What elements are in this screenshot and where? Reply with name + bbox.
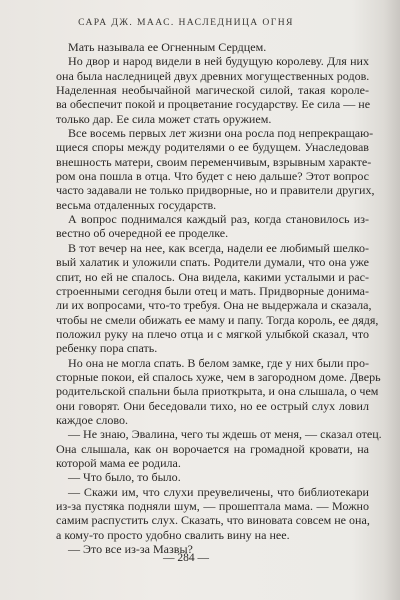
text-line: положил руку на плечо отца и с мягкой улыбкой сказал, что	[56, 326, 369, 341]
text-line: которой мама ее родила.	[56, 455, 181, 470]
text-line: чтобы не смели обижать ее маму и папу. Тогда король, ее дядя,	[56, 312, 379, 327]
text-line: Мать называла ее Огненным Сердцем.	[68, 40, 267, 54]
text-line: щиеся споры между родителями о ее будущем. Унаследовав	[56, 140, 369, 155]
text-line: каждое слово.	[56, 412, 129, 427]
text-line: А вопрос поднимался каждый раз, когда становилось из-	[68, 212, 369, 227]
text-line: Но она не могла спать. В белом замке, где у них были про-	[68, 355, 369, 370]
text-line: весьма отдаленных государств.	[56, 197, 217, 212]
text-line: Но двор и народ видели в ней будущую королеву. Для них	[68, 54, 369, 69]
text-line: ва обеспечит покой и процветание государству. Ее сила — не	[56, 97, 371, 112]
body-text	[56, 40, 382, 557]
text-line: она была наследницей двух древних могущественных родов.	[56, 68, 370, 83]
text-line: внешность матери, своим переменчивым, взрывным характе-	[56, 154, 372, 169]
text-line: из-за пустяка подняли шум, — прошептала мама. — Можно	[56, 499, 369, 513]
text-line: Наделенная необычайной магической силой, такая короле-	[56, 83, 369, 98]
text-line: ли их вопросами, что-то требуя. Она не выдержала и сказала,	[56, 298, 372, 313]
text-line: — Это все из-за Мазвы?	[68, 542, 193, 557]
running-header: САРА ДЖ. МААС. НАСЛЕДНИЦА ОГНЯ	[78, 17, 294, 28]
text-line: часто задавали не только придворные, но и правители других,	[56, 183, 375, 198]
text-line: — Скажи им, что слухи преувеличены, что библиотекари	[68, 484, 369, 499]
text-line: — Не знаю, Эвалина, чего ты ждешь от меня, — сказал отец.	[68, 427, 382, 442]
text-line: ребенку пора спать.	[56, 341, 158, 356]
text-line: Все восемь первых лет жизни она росла под непрекращаю-	[68, 126, 374, 141]
text-line: строенными сегодня были отец и мать. Придворные донима-	[56, 283, 369, 298]
text-line: они говорят. Они беседовали тихо, но ее острый слух ловил	[56, 398, 369, 413]
text-line: Она слышала, как он ворочается на громадной кровати, на	[56, 441, 369, 456]
text-line: сторные покои, ей спалось хуже, чем в загородном доме. Дверь	[56, 369, 381, 384]
page-number: — 284 —	[163, 552, 209, 564]
text-line: самим распустить слух. Сказать, что виновата совсем не она,	[56, 513, 370, 528]
text-line: ром она пошла в отца. Что будет с нею дальше? Этот вопрос	[56, 169, 369, 184]
text-line: спит, но ей не спалось. Она видела, какими усталыми и рас-	[56, 269, 369, 284]
text-line: вый халатик и уложили спать. Родители думали, что она уже	[56, 255, 369, 270]
text-line: только дар. Ее сила может стать оружием.	[56, 111, 272, 126]
text-line: родительской спальни была приоткрыта, и она слышала, о чем	[56, 384, 379, 399]
text-line: а кому-то просто удобно свалить вину на нее.	[56, 527, 290, 542]
text-line: В тот вечер на нее, как всегда, надели ее любимый шелко-	[68, 240, 369, 255]
text-line: вестно об очередной ее проделке.	[56, 226, 229, 241]
text-line: — Что было, то было.	[68, 470, 181, 485]
